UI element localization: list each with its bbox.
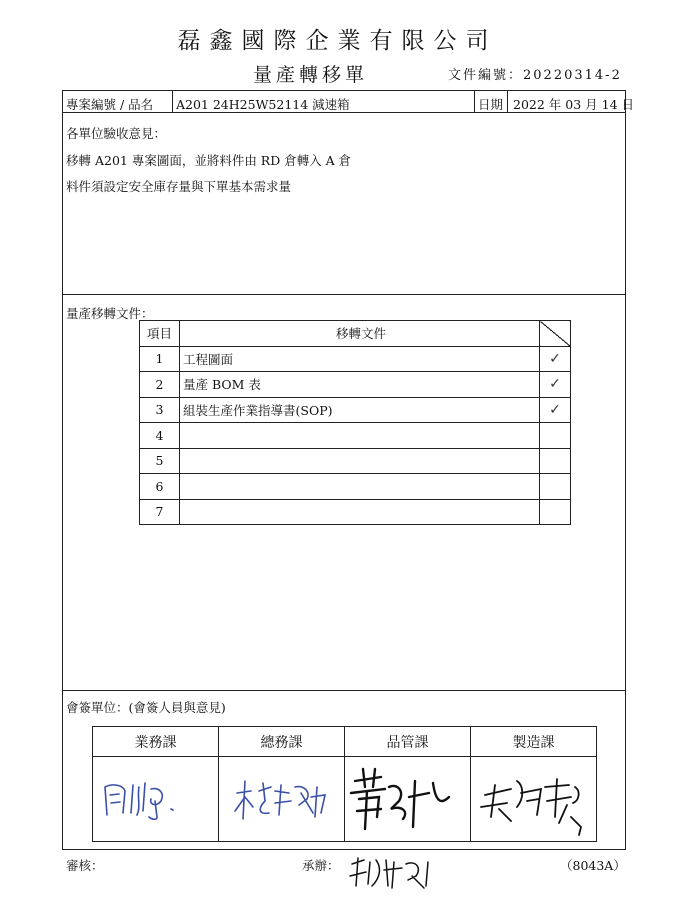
row-no: 7 [140,499,180,525]
row-check: ✓ [540,346,571,372]
table-row [140,499,571,525]
transfer-docs-label: 量產移轉文件： [66,306,154,321]
review-label: 審核： [66,858,104,873]
row-check [540,474,571,500]
divider [474,90,475,112]
col-check-header [540,321,571,347]
table-row [140,474,571,500]
table-header-row [140,321,571,347]
row-no: 5 [140,448,180,474]
divider [62,690,626,691]
dept-sales: 業務課 [93,727,219,757]
signature-cell [219,757,345,842]
handwritten-signature [471,757,595,837]
handwritten-signature [219,757,343,837]
row-no: 3 [140,397,180,423]
dept-general-affairs: 總務課 [219,727,345,757]
col-item-header: 項目 [140,321,180,347]
divider [172,90,173,112]
col-doc-header: 移轉文件 [180,321,540,347]
row-check [540,499,571,525]
transfer-docs-table [139,320,571,525]
divider [507,90,508,112]
company-name: 磊鑫國際企業有限公司 [177,28,498,54]
row-check: ✓ [540,397,571,423]
form-code: （8043A） [560,858,626,873]
form-title: 量產轉移單 [253,64,369,86]
dept-manufacturing: 製造課 [471,727,597,757]
table-row [140,397,571,423]
handler-signature [346,850,446,894]
handler-label: 承辦： [302,858,340,873]
signature-cell [345,757,471,842]
row-doc [180,423,540,449]
row-check: ✓ [540,372,571,398]
table-row [140,423,571,449]
opinion-line-1: 移轉 A201 專案圖面，並將料件由 RD 倉轉入 A 倉 [66,153,352,168]
row-check [540,423,571,449]
opinion-line-2: 料件須設定安全庫存量與下單基本需求量 [66,179,292,194]
doc-no-value: 20220314-2 [523,68,622,83]
handwritten-signature [93,757,217,837]
row-no: 1 [140,346,180,372]
project-value: A201 24H25W52114 減速箱 [176,97,350,112]
signature-cell [471,757,597,842]
row-doc: 量產 BOM 表 [180,372,540,398]
handwritten-signature [345,757,469,837]
countersign-table [92,726,597,842]
date-label: 日期 [478,97,504,112]
row-doc [180,474,540,500]
row-no: 2 [140,372,180,398]
project-label: 專案編號 / 品名 [66,97,154,112]
countersign-label: 會簽單位：(會簽人員與意見) [66,700,226,715]
table-row [140,346,571,372]
date-value: 2022 年 03 月 14 日 [513,97,634,112]
row-check [540,448,571,474]
row-doc: 組裝生產作業指導書(SOP) [180,397,540,423]
divider [62,294,626,295]
row-doc [180,499,540,525]
opinions-label: 各單位驗收意見： [66,126,167,141]
doc-no-label: 文件編號： [448,68,524,83]
row-no: 6 [140,474,180,500]
document-number [448,64,622,83]
row-no: 4 [140,423,180,449]
row-doc [180,448,540,474]
table-row [140,448,571,474]
signature-cell [93,757,219,842]
dept-quality: 品管課 [345,727,471,757]
row-doc: 工程圖面 [180,346,540,372]
table-row [140,372,571,398]
